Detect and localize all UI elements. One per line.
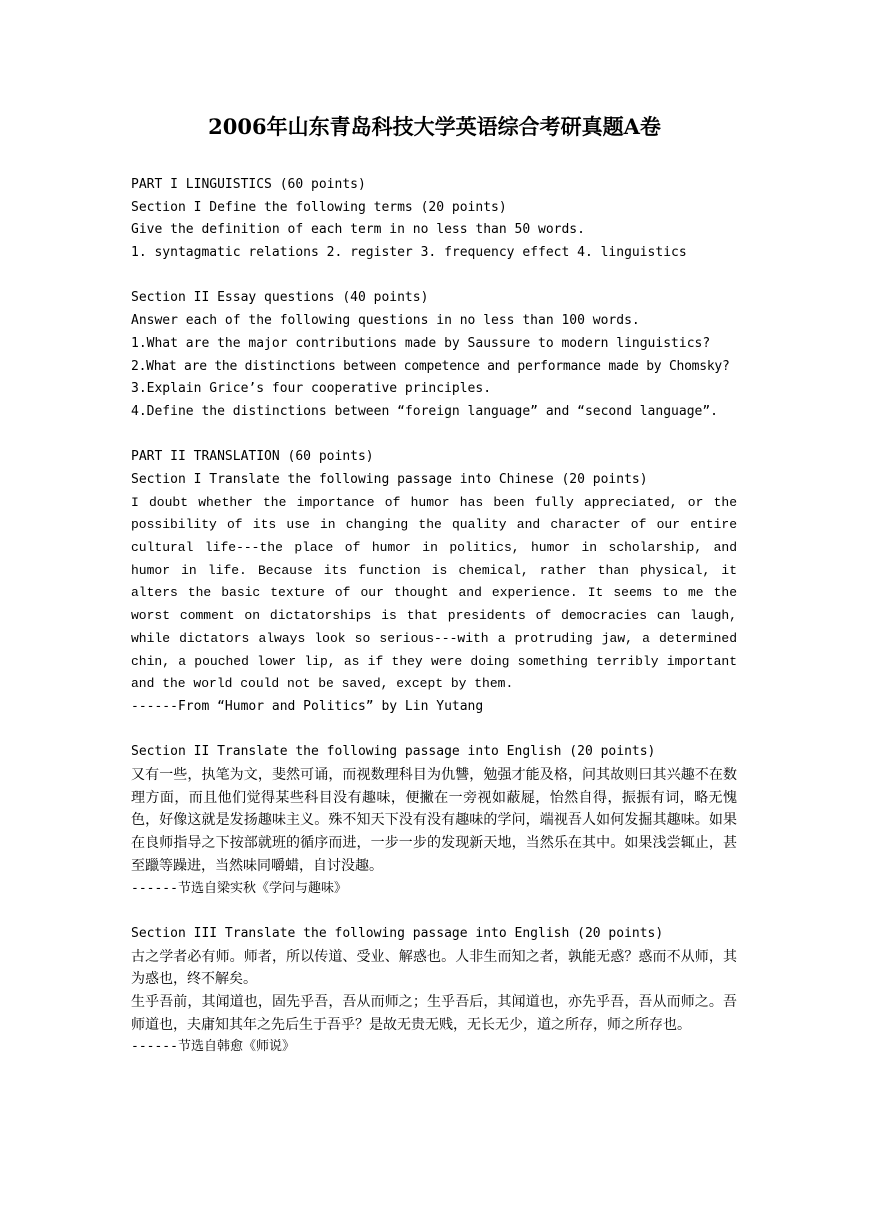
classical-passage-source: ------节选自韩愈《师说》 (131, 1039, 295, 1055)
part2-section3-heading: Section III Translate the following passage into English (20 points) (131, 925, 664, 941)
classical-passage-paragraph-2: 生乎吾前，其闻道也，固先乎吾，吾从而师之；生乎吾后，其闻道也，亦先乎吾，吾从而师之。吾师道也，夫庸知其年之先后生于吾乎？是故无贵无贱，无长无少，道之所存，师之所存也。 (131, 994, 737, 1033)
part1-section2-heading: Section II Essay questions (40 points) (131, 290, 429, 306)
english-passage: I doubt whether the importance of humor has been fully appreciated, or the possibility of its use in changing the quality and character of our entire cultural life---the place of humor in politics, humor in scholarship, and humor in life. Because its function is chemical, rather than physical, it alters the basic texture of our thought and experience. It seems to me the worst comment on dictatorships is that presidents of democracies can laugh, while dictators always look so serious---with a protruding jaw, a determined chin, a pouched lower lip, as if they were doing something terribly important and the world could not be saved, except by them. (131, 494, 737, 692)
terms-list: 1. syntagmatic relations 2. register 3. frequency effect 4. linguistics (131, 245, 687, 261)
essay-question: 1.What are the major contributions made by Saussure to modern linguistics? (131, 335, 711, 351)
part1-section1-instruction: Give the definition of each term in no less than 50 words. (131, 222, 585, 238)
english-passage-source: ------From “Humor and Politics” by Lin Yutang (131, 698, 484, 714)
part2-section2-heading: Section II Translate the following passage into English (20 points) (131, 744, 656, 760)
essay-question: 2.What are the distinctions between competence and performance made by Chomsky? (131, 358, 730, 374)
part2-heading: PART II TRANSLATION (60 points) (131, 449, 374, 465)
essay-question: 3.Explain Grice’s four cooperative principles. (131, 381, 492, 397)
classical-passage-paragraph-1: 古之学者必有师。师者，所以传道、受业、解惑也。人非生而知之者，孰能无惑？惑而不从师，其为惑也，终不解矣。 (131, 948, 737, 988)
part1-section1-heading: Section I Define the following terms (20 points) (131, 199, 507, 215)
part2-section1-heading: Section I Translate the following passage into Chinese (20 points) (131, 471, 648, 487)
spacer (131, 900, 737, 923)
document-body (131, 174, 737, 1059)
part1-heading: PART I LINGUISTICS (60 points) (131, 177, 366, 192)
chinese-passage-1: 又有一些，执笔为文，斐然可诵，而视数理科目为仇讐，勉强才能及格，问其故则曰其兴趣不在数理方面，而且他们觉得某些科目没有趣味，便撇在一旁视如蔽屣，怡然自得，振振有词，略无愧色，好像这就是发扬趣味主义。殊不知天下没有没有趣味的学问，端视吾人如何发掘其趣味。如果在良师指导之下按部就班的循序而进，一步一步的发现新天地，当然乐在其中。如果浅尝辄止，甚至躐等躁进，当然味同嚼蜡，自讨没趣。 (131, 767, 737, 874)
spacer (131, 424, 737, 447)
spacer (131, 265, 737, 288)
part1-section2-instruction: Answer each of the following questions in no less than 100 words. (131, 313, 640, 329)
chinese-passage-1-source: ------节选自梁实秋《学问与趣味》 (131, 880, 347, 896)
essay-question: 4.Define the distinctions between “foreign language” and “second language”. (131, 403, 718, 419)
spacer (131, 719, 737, 742)
page-title: 2006年山东青岛科技大学英语综合考研真题A卷 (208, 114, 661, 139)
